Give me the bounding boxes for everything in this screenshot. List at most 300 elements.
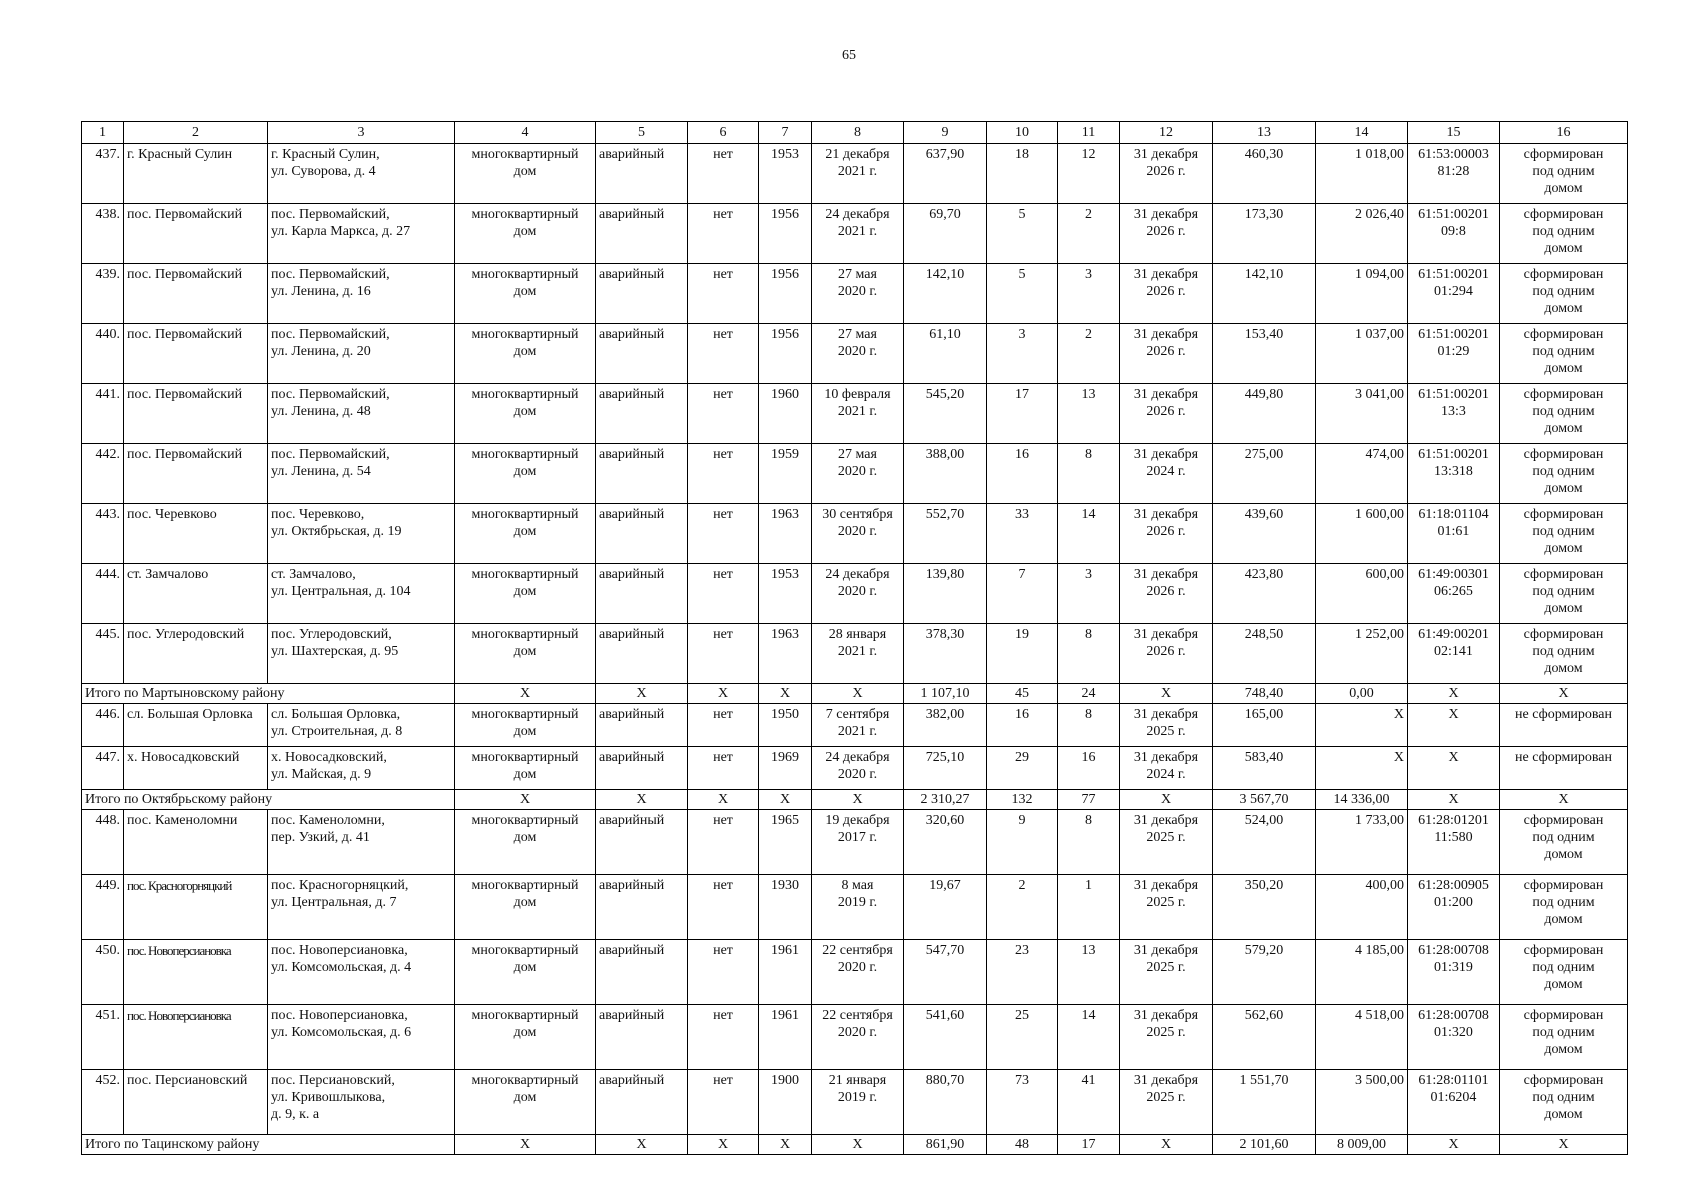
table-cell: 16 (987, 444, 1058, 504)
total-cell: 45 (987, 684, 1058, 704)
column-header: 2 (124, 122, 268, 144)
table-cell: сформирован под одним домом (1500, 204, 1628, 264)
total-cell: 2 310,27 (904, 790, 987, 810)
table-cell: 562,60 (1213, 1005, 1316, 1070)
table-cell: 27 мая 2020 г. (812, 444, 904, 504)
table-cell: пос. Первомайский (124, 384, 268, 444)
table-cell: пос. Черевково, ул. Октябрьская, д. 19 (268, 504, 455, 564)
table-cell: 444. (82, 564, 124, 624)
column-header: 4 (455, 122, 596, 144)
table-row (82, 1070, 1628, 1135)
table-row (82, 875, 1628, 940)
table-cell: 2 (1058, 324, 1120, 384)
table-cell: 443. (82, 504, 124, 564)
total-cell: X (596, 1135, 688, 1155)
table-cell: нет (688, 384, 759, 444)
table-cell: аварийный (596, 444, 688, 504)
total-cell: X (688, 790, 759, 810)
column-header: 5 (596, 122, 688, 144)
table-cell: пос. Первомайский, ул. Ленина, д. 16 (268, 264, 455, 324)
table-cell: сформирован под одним домом (1500, 810, 1628, 875)
table-cell: сформирован под одним домом (1500, 1070, 1628, 1135)
table-cell: 61:51:00201 13:318 (1408, 444, 1500, 504)
table-cell: 423,80 (1213, 564, 1316, 624)
table-cell: 10 февраля 2021 г. (812, 384, 904, 444)
table-cell: 2 026,40 (1316, 204, 1408, 264)
table-row (82, 810, 1628, 875)
table-cell: сл. Большая Орловка (124, 704, 268, 747)
table-cell: 27 мая 2020 г. (812, 324, 904, 384)
table-cell: многоквартирный дом (455, 747, 596, 790)
table-cell: 248,50 (1213, 624, 1316, 684)
total-cell: X (455, 684, 596, 704)
table-cell: 1960 (759, 384, 812, 444)
table-cell: 448. (82, 810, 124, 875)
table-cell: 439,60 (1213, 504, 1316, 564)
table-cell: 12 (1058, 144, 1120, 204)
table-cell: пос. Красногорняцкий (124, 875, 268, 940)
table-cell: х. Новосадковский, ул. Майская, д. 9 (268, 747, 455, 790)
table-cell: нет (688, 1005, 759, 1070)
table-cell: нет (688, 940, 759, 1005)
table-cell: 8 (1058, 704, 1120, 747)
table-cell: 541,60 (904, 1005, 987, 1070)
table-cell: аварийный (596, 384, 688, 444)
table-cell: 61:51:00201 13:3 (1408, 384, 1500, 444)
table-cell: пос. Новоперсиановка (124, 1005, 268, 1070)
table-row (82, 144, 1628, 204)
table-cell: аварийный (596, 810, 688, 875)
table-cell: многоквартирный дом (455, 564, 596, 624)
table-row (82, 704, 1628, 747)
total-cell: X (759, 684, 812, 704)
table-row (82, 747, 1628, 790)
table-cell: 1956 (759, 264, 812, 324)
table-cell: 388,00 (904, 444, 987, 504)
table-cell: многоквартирный дом (455, 1005, 596, 1070)
table-cell: 2 (1058, 204, 1120, 264)
table-cell: аварийный (596, 144, 688, 204)
table-cell: сформирован под одним домом (1500, 564, 1628, 624)
table-cell: пос. Первомайский, ул. Ленина, д. 54 (268, 444, 455, 504)
district-total-label: Итого по Октябрьскому району (82, 790, 455, 810)
table-cell: пос. Красногорняцкий, ул. Центральная, д. 7 (268, 875, 455, 940)
table-cell: 4 518,00 (1316, 1005, 1408, 1070)
table-cell: не сформирован (1500, 704, 1628, 747)
table-cell: 3 (1058, 264, 1120, 324)
table-cell: 139,80 (904, 564, 987, 624)
table-row (82, 444, 1628, 504)
table-cell: нет (688, 704, 759, 747)
table-cell: 1956 (759, 204, 812, 264)
district-total-row (82, 1135, 1628, 1155)
table-cell: аварийный (596, 504, 688, 564)
table-cell: 16 (987, 704, 1058, 747)
table-cell: 9 (987, 810, 1058, 875)
table-cell: 524,00 (1213, 810, 1316, 875)
table-cell: многоквартирный дом (455, 444, 596, 504)
total-cell: 1 107,10 (904, 684, 987, 704)
table-cell: 61:51:00201 09:8 (1408, 204, 1500, 264)
table-cell: 14 (1058, 504, 1120, 564)
total-cell: X (688, 684, 759, 704)
table-cell: пос. Персиановский, ул. Кривошлыкова, д. 9, к. а (268, 1070, 455, 1135)
table-cell: многоквартирный дом (455, 704, 596, 747)
table-cell: 438. (82, 204, 124, 264)
table-cell: 33 (987, 504, 1058, 564)
table-cell: ст. Замчалово, ул. Центральная, д. 104 (268, 564, 455, 624)
table-cell: 439. (82, 264, 124, 324)
table-cell: аварийный (596, 204, 688, 264)
table-cell: 275,00 (1213, 444, 1316, 504)
table-cell: аварийный (596, 704, 688, 747)
table-cell: аварийный (596, 324, 688, 384)
table-row (82, 1005, 1628, 1070)
table-cell: 21 декабря 2021 г. (812, 144, 904, 204)
table-cell: аварийный (596, 624, 688, 684)
district-total-row (82, 684, 1628, 704)
table-cell: пос. Каменоломни (124, 810, 268, 875)
table-cell: 1969 (759, 747, 812, 790)
table-cell: 13 (1058, 940, 1120, 1005)
table-cell: 31 декабря 2025 г. (1120, 810, 1213, 875)
table-cell: сл. Большая Орловка, ул. Строительная, д. 8 (268, 704, 455, 747)
total-cell: X (1120, 790, 1213, 810)
table-cell: 61:28:00708 01:320 (1408, 1005, 1500, 1070)
table-cell: X (1316, 747, 1408, 790)
table-cell: сформирован под одним домом (1500, 624, 1628, 684)
table-cell: 1 037,00 (1316, 324, 1408, 384)
table-cell: 27 мая 2020 г. (812, 264, 904, 324)
total-cell: 861,90 (904, 1135, 987, 1155)
column-header: 1 (82, 122, 124, 144)
table-cell: многоквартирный дом (455, 875, 596, 940)
total-cell: X (1120, 684, 1213, 704)
table-cell: 1965 (759, 810, 812, 875)
table-cell: 7 сентября 2021 г. (812, 704, 904, 747)
table-cell: 31 декабря 2026 г. (1120, 144, 1213, 204)
table-cell: пос. Углеродовский, ул. Шахтерская, д. 95 (268, 624, 455, 684)
table-cell: пос. Первомайский (124, 204, 268, 264)
table-cell: 31 декабря 2024 г. (1120, 444, 1213, 504)
table-cell: 583,40 (1213, 747, 1316, 790)
table-cell: 1 252,00 (1316, 624, 1408, 684)
total-cell: X (1500, 790, 1628, 810)
table-cell: аварийный (596, 875, 688, 940)
table-cell: 61:28:01201 11:580 (1408, 810, 1500, 875)
table-cell: 18 (987, 144, 1058, 204)
table-cell: аварийный (596, 1070, 688, 1135)
table-cell: сформирован под одним домом (1500, 875, 1628, 940)
table-cell: 16 (1058, 747, 1120, 790)
column-header: 14 (1316, 122, 1408, 144)
table-header-row (82, 122, 1628, 144)
table-cell: аварийный (596, 1005, 688, 1070)
table-cell: 5 (987, 204, 1058, 264)
total-cell: X (759, 1135, 812, 1155)
total-cell: X (1500, 1135, 1628, 1155)
table-cell: 31 декабря 2025 г. (1120, 940, 1213, 1005)
table-cell: 1 551,70 (1213, 1070, 1316, 1135)
total-cell: X (1408, 790, 1500, 810)
table-cell: пос. Первомайский (124, 324, 268, 384)
table-cell: нет (688, 444, 759, 504)
table-cell: нет (688, 810, 759, 875)
table-cell: 31 декабря 2025 г. (1120, 875, 1213, 940)
table-cell: сформирован под одним домом (1500, 444, 1628, 504)
table-cell: сформирован под одним домом (1500, 324, 1628, 384)
table-cell: 29 (987, 747, 1058, 790)
table-cell: 446. (82, 704, 124, 747)
table-cell: аварийный (596, 940, 688, 1005)
table-cell: 5 (987, 264, 1058, 324)
table-cell: сформирован под одним домом (1500, 1005, 1628, 1070)
table-cell: пос. Первомайский, ул. Ленина, д. 48 (268, 384, 455, 444)
table-cell: сформирован под одним домом (1500, 264, 1628, 324)
table-cell: 31 декабря 2025 г. (1120, 1005, 1213, 1070)
table-row (82, 384, 1628, 444)
table-cell: многоквартирный дом (455, 504, 596, 564)
table-cell: нет (688, 504, 759, 564)
table-row (82, 264, 1628, 324)
table-cell: 1959 (759, 444, 812, 504)
housing-registry-table (81, 121, 1628, 1155)
table-cell: сформирован под одним домом (1500, 144, 1628, 204)
total-cell: 3 567,70 (1213, 790, 1316, 810)
table-cell: 22 сентября 2020 г. (812, 1005, 904, 1070)
total-cell: 8 009,00 (1316, 1135, 1408, 1155)
table-cell: пос. Углеродовский (124, 624, 268, 684)
table-cell: многоквартирный дом (455, 144, 596, 204)
column-header: 9 (904, 122, 987, 144)
table-cell: 8 (1058, 624, 1120, 684)
table-cell: 30 сентября 2020 г. (812, 504, 904, 564)
table-cell: нет (688, 204, 759, 264)
table-cell: 1953 (759, 144, 812, 204)
table-cell: 445. (82, 624, 124, 684)
total-cell: X (812, 790, 904, 810)
table-cell: многоквартирный дом (455, 264, 596, 324)
table-cell: 1 733,00 (1316, 810, 1408, 875)
table-cell: X (1408, 747, 1500, 790)
table-cell: нет (688, 747, 759, 790)
total-cell: 17 (1058, 1135, 1120, 1155)
table-cell: 1961 (759, 1005, 812, 1070)
table-cell: 637,90 (904, 144, 987, 204)
table-cell: 61:49:00301 06:265 (1408, 564, 1500, 624)
table-cell: многоквартирный дом (455, 204, 596, 264)
table-cell: X (1408, 704, 1500, 747)
column-header: 8 (812, 122, 904, 144)
total-cell: 77 (1058, 790, 1120, 810)
table-cell: сформирован под одним домом (1500, 504, 1628, 564)
table-cell: многоквартирный дом (455, 624, 596, 684)
table-cell: сформирован под одним домом (1500, 940, 1628, 1005)
table-cell: не сформирован (1500, 747, 1628, 790)
table-cell: 14 (1058, 1005, 1120, 1070)
table-cell: 61:18:01104 01:61 (1408, 504, 1500, 564)
table-cell: 69,70 (904, 204, 987, 264)
table-cell: аварийный (596, 264, 688, 324)
table-cell: 31 декабря 2024 г. (1120, 747, 1213, 790)
table-cell: 452. (82, 1070, 124, 1135)
table-cell: 31 декабря 2025 г. (1120, 1070, 1213, 1135)
table-cell: многоквартирный дом (455, 324, 596, 384)
total-cell: X (759, 790, 812, 810)
table-cell: 153,40 (1213, 324, 1316, 384)
table-cell: пос. Персиановский (124, 1070, 268, 1135)
table-cell: 21 января 2019 г. (812, 1070, 904, 1135)
table-cell: 378,30 (904, 624, 987, 684)
table-cell: 440. (82, 324, 124, 384)
table-cell: 450. (82, 940, 124, 1005)
total-cell: X (455, 1135, 596, 1155)
table-cell: 1 (1058, 875, 1120, 940)
table-cell: сформирован под одним домом (1500, 384, 1628, 444)
table-cell: г. Красный Сулин, ул. Суворова, д. 4 (268, 144, 455, 204)
column-header: 12 (1120, 122, 1213, 144)
table-cell: нет (688, 264, 759, 324)
total-cell: X (596, 790, 688, 810)
table-row (82, 204, 1628, 264)
table-cell: нет (688, 875, 759, 940)
total-cell: 748,40 (1213, 684, 1316, 704)
table-cell: 31 декабря 2026 г. (1120, 504, 1213, 564)
table-cell: 7 (987, 564, 1058, 624)
table-cell: 545,20 (904, 384, 987, 444)
table-cell: 552,70 (904, 504, 987, 564)
table-cell: 547,70 (904, 940, 987, 1005)
column-header: 3 (268, 122, 455, 144)
table-cell: 1956 (759, 324, 812, 384)
page-number: 65 (842, 48, 856, 63)
table-cell: 1963 (759, 624, 812, 684)
table-cell: 441. (82, 384, 124, 444)
table-cell: ст. Замчалово (124, 564, 268, 624)
table-cell: 2 (987, 875, 1058, 940)
table-cell: 61:51:00201 01:29 (1408, 324, 1500, 384)
column-header: 15 (1408, 122, 1500, 144)
table-cell: 23 (987, 940, 1058, 1005)
table-cell: 1950 (759, 704, 812, 747)
total-cell: 14 336,00 (1316, 790, 1408, 810)
table-cell: 61:51:00201 01:294 (1408, 264, 1500, 324)
table-cell: 1963 (759, 504, 812, 564)
table-cell: 1 600,00 (1316, 504, 1408, 564)
total-cell: 48 (987, 1135, 1058, 1155)
table-cell: аварийный (596, 564, 688, 624)
table-cell: нет (688, 624, 759, 684)
table-cell: пос. Черевково (124, 504, 268, 564)
table-cell: 3 (1058, 564, 1120, 624)
column-header: 13 (1213, 122, 1316, 144)
table-cell: пос. Первомайский (124, 264, 268, 324)
table-cell: 31 декабря 2026 г. (1120, 324, 1213, 384)
table-cell: пос. Первомайский (124, 444, 268, 504)
total-cell: X (1408, 684, 1500, 704)
district-total-row (82, 790, 1628, 810)
table-cell: 61:49:00201 02:141 (1408, 624, 1500, 684)
total-cell: 132 (987, 790, 1058, 810)
table-row (82, 624, 1628, 684)
table-cell: 31 декабря 2026 г. (1120, 564, 1213, 624)
table-cell: 31 декабря 2026 г. (1120, 384, 1213, 444)
table-cell: 31 декабря 2025 г. (1120, 704, 1213, 747)
total-cell: X (812, 684, 904, 704)
table-cell: 579,20 (1213, 940, 1316, 1005)
table-cell: пос. Новоперсиановка (124, 940, 268, 1005)
table-cell: 350,20 (1213, 875, 1316, 940)
table-cell: 19,67 (904, 875, 987, 940)
table-cell: 4 185,00 (1316, 940, 1408, 1005)
table-cell: 19 декабря 2017 г. (812, 810, 904, 875)
table-cell: 61,10 (904, 324, 987, 384)
table-cell: 19 (987, 624, 1058, 684)
table-cell: 31 декабря 2026 г. (1120, 624, 1213, 684)
table-cell: 460,30 (1213, 144, 1316, 204)
table-cell: 449,80 (1213, 384, 1316, 444)
table-cell: 437. (82, 144, 124, 204)
column-header: 11 (1058, 122, 1120, 144)
table-cell: 61:28:00708 01:319 (1408, 940, 1500, 1005)
table-cell: пос. Новоперсиановка, ул. Комсомольская, д. 6 (268, 1005, 455, 1070)
total-cell: 2 101,60 (1213, 1135, 1316, 1155)
table-cell: 24 декабря 2020 г. (812, 747, 904, 790)
total-cell: X (812, 1135, 904, 1155)
table-cell: нет (688, 1070, 759, 1135)
total-cell: X (455, 790, 596, 810)
total-cell: X (1408, 1135, 1500, 1155)
table-cell: 1930 (759, 875, 812, 940)
total-cell: X (688, 1135, 759, 1155)
table-cell: г. Красный Сулин (124, 144, 268, 204)
table-cell: 449. (82, 875, 124, 940)
table-cell: 400,00 (1316, 875, 1408, 940)
table-row (82, 940, 1628, 1005)
table-cell: 61:28:00905 01:200 (1408, 875, 1500, 940)
table-cell: 41 (1058, 1070, 1120, 1135)
column-header: 7 (759, 122, 812, 144)
district-total-label: Итого по Мартыновскому району (82, 684, 455, 704)
table-cell: 22 сентября 2020 г. (812, 940, 904, 1005)
table-cell: 1 018,00 (1316, 144, 1408, 204)
table-cell: 320,60 (904, 810, 987, 875)
table-cell: 1900 (759, 1070, 812, 1135)
table-cell: многоквартирный дом (455, 1070, 596, 1135)
table-cell: нет (688, 324, 759, 384)
column-header: 10 (987, 122, 1058, 144)
table-cell: 31 декабря 2026 г. (1120, 264, 1213, 324)
table-cell: пос. Каменоломни, пер. Узкий, д. 41 (268, 810, 455, 875)
table-cell: 8 (1058, 810, 1120, 875)
table-cell: 13 (1058, 384, 1120, 444)
table-cell: 447. (82, 747, 124, 790)
table-cell: 442. (82, 444, 124, 504)
table-row (82, 324, 1628, 384)
table-cell: 28 января 2021 г. (812, 624, 904, 684)
table-cell: 61:28:01101 01:6204 (1408, 1070, 1500, 1135)
table-cell: 73 (987, 1070, 1058, 1135)
table-cell: нет (688, 144, 759, 204)
table-cell: 17 (987, 384, 1058, 444)
table-cell: многоквартирный дом (455, 810, 596, 875)
table-cell: 61:53:00003 81:28 (1408, 144, 1500, 204)
table-cell: 1 094,00 (1316, 264, 1408, 324)
table-cell: пос. Новоперсиановка, ул. Комсомольская, д. 4 (268, 940, 455, 1005)
table-cell: 1953 (759, 564, 812, 624)
table-cell: 142,10 (1213, 264, 1316, 324)
table-row (82, 504, 1628, 564)
